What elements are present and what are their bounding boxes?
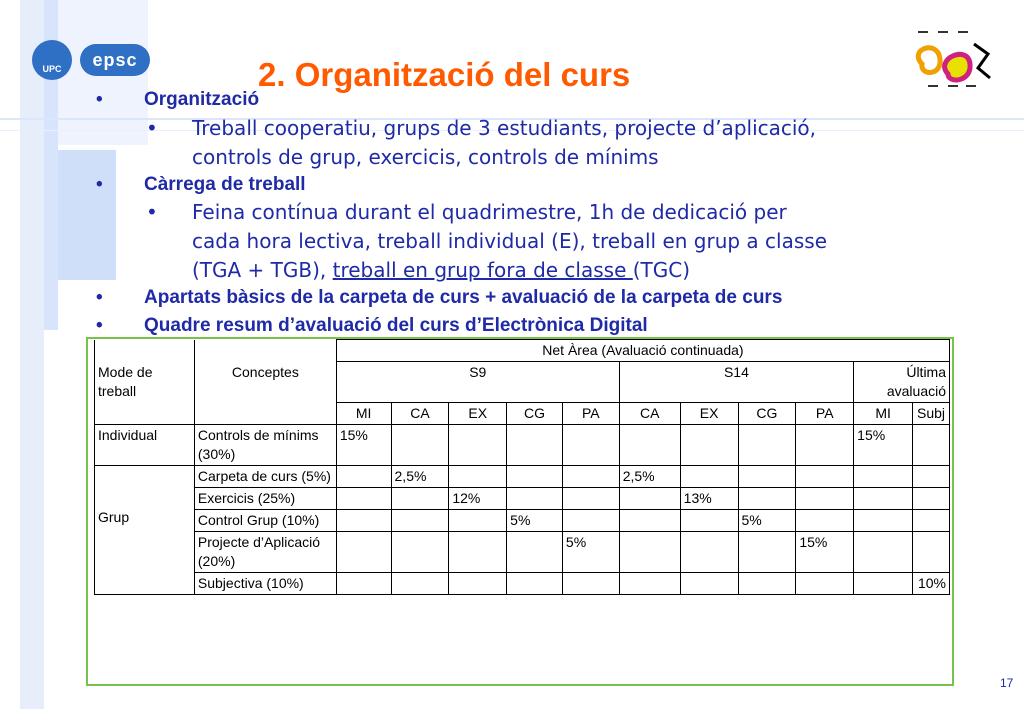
- table-header-net-area: Net Àrea (Avaluació continuada): [336, 340, 949, 362]
- subcolumn-row: MI CA EX CG PA CA EX CG PA MI Subj: [95, 403, 950, 425]
- evaluation-table-frame: [86, 337, 954, 686]
- table-row: Grup Carpeta de curs (5%) 2,5% 2,5%: [95, 466, 950, 488]
- decor-block: [58, 150, 116, 280]
- col-concepts: Conceptes: [194, 362, 336, 425]
- table-row: Projecte d’Aplicació (20%) 5% 15%: [95, 532, 950, 573]
- col-s14: S14: [619, 362, 853, 403]
- table-row: Control Grup (10%) 5% 5%: [95, 510, 950, 532]
- page-title: 2. Organització del curs: [258, 56, 631, 93]
- underlined-text: treball en grup fora de classe: [332, 258, 633, 282]
- decor-bar-left: [20, 0, 44, 709]
- page-number: 17: [1000, 676, 1014, 690]
- col-ultima: Última avaluació: [854, 362, 950, 403]
- evaluation-table: [94, 339, 950, 595]
- table-row: Subjectiva (10%) 10%: [95, 573, 950, 595]
- col-mode: Mode de treball: [95, 362, 195, 425]
- col-s9: S9: [336, 362, 619, 403]
- upc-logo: UPC: [32, 40, 72, 80]
- epsc-logo: epsc: [80, 44, 150, 76]
- table-row: Individual Controls de mínims (30%) 15% 15%: [95, 425, 950, 466]
- table-row: Exercicis (25%) 12% 13%: [95, 488, 950, 510]
- ee-logo-icon: [908, 24, 994, 92]
